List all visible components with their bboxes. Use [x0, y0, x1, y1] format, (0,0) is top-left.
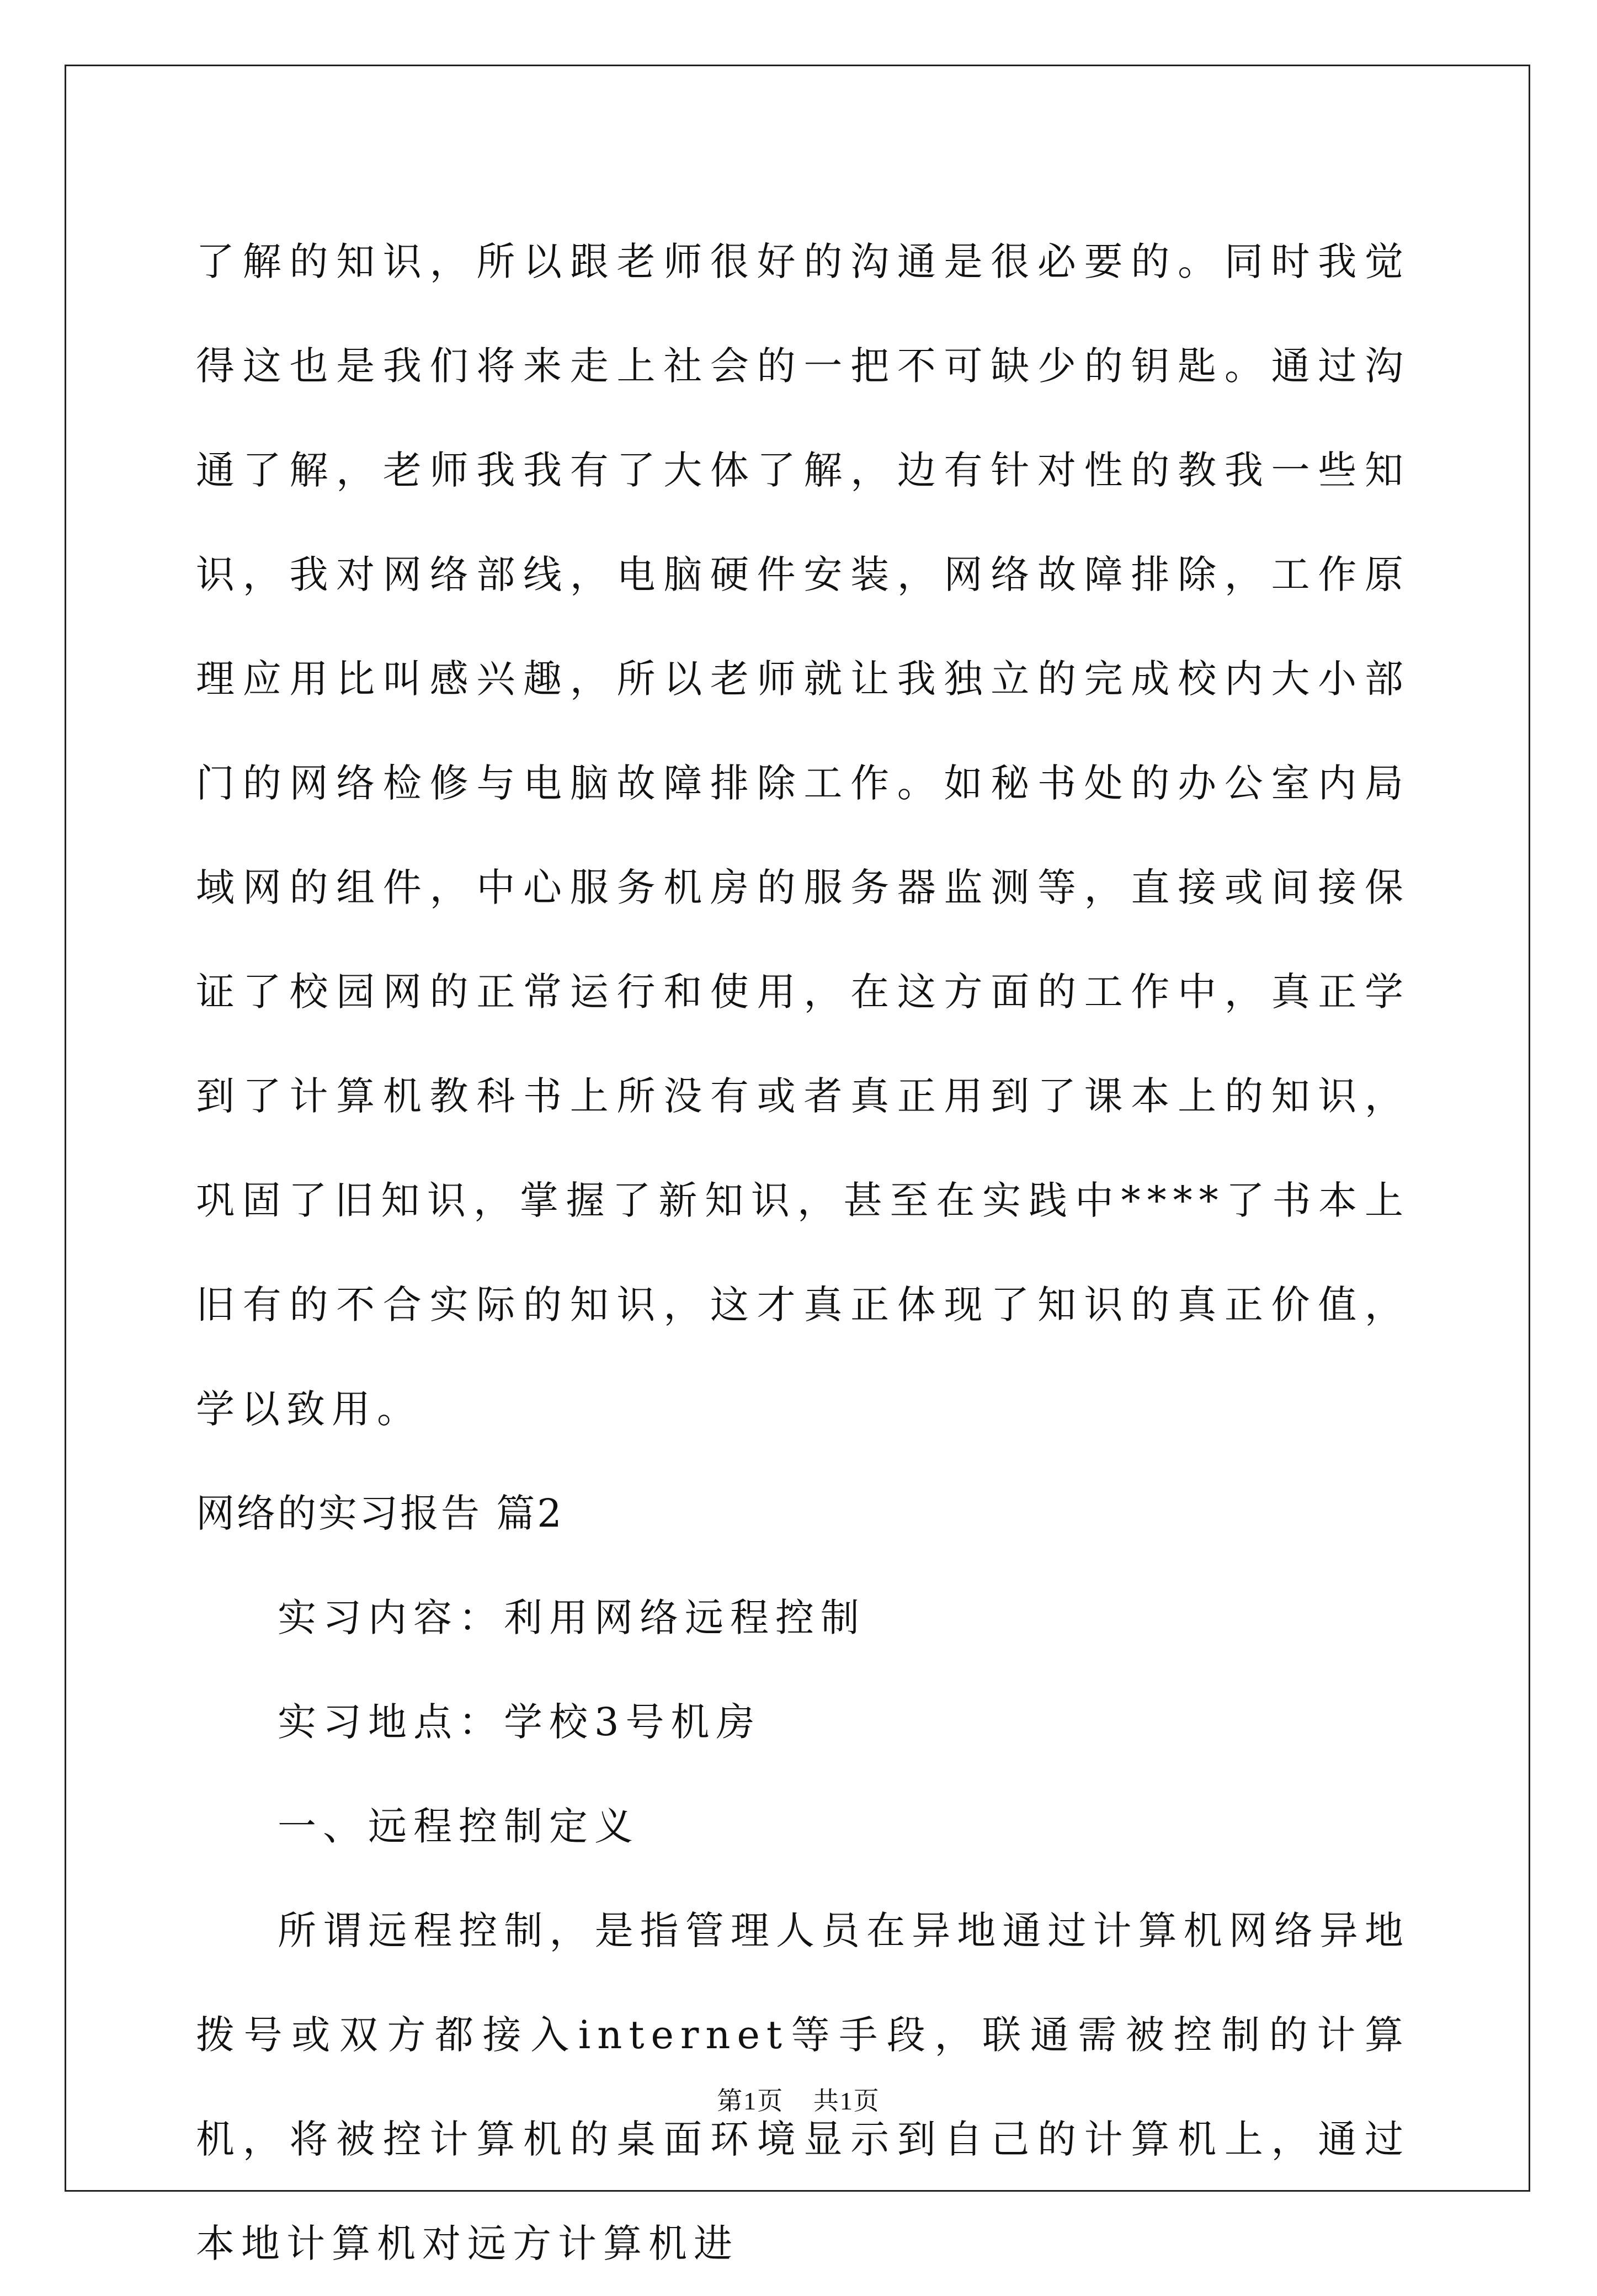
- page-number: 第1页: [717, 2087, 784, 2115]
- paragraph-internship-content: 实习内容：利用网络远程控制: [278, 1595, 866, 1640]
- paragraph-continued: 了解的知识，所以跟老师很好的沟通是很必要的。同时我觉得这也是我们将来走上社会的一把不可缺少的钥匙。通过沟通了解，老师我我有了大体了解，边有针对性的教我一些知识，我对网络部线，电脑硬件安装，网络故障排除，工作原理应用比叫感兴趣，所以老师就让我独立的完成校内大小部门的网络检修与电脑故障排除工作。如秘书处的办公室内局域网的组件，中心服务机房的服务器监测等，直接或间接保证了校园网的正常运行和使用，在这方面的工作中，真正学到了计算机教科书上所没有或者真正用到了课本上的知识，巩固了旧知识，掌握了新知识，甚至在实践中****了书本上旧有的不合实际的知识，这才真正体现了知识的真正价值，学以致用。: [196, 239, 1410, 1432]
- page-footer: [0, 2081, 1597, 2117]
- paragraph-subheading-definition: 一、远程控制定义: [278, 1804, 640, 1849]
- page-total: 共1页: [813, 2087, 880, 2115]
- section-heading: 网络的实习报告 篇2: [196, 1491, 564, 1536]
- document-body: [196, 210, 1410, 2296]
- paragraph-remote-control-definition: 所谓远程控制，是指管理人员在异地通过计算机网络异地拨号或双方都接入internet等手段，联通需被控制的计算机，将被控计算机的桌面环境显示到自己的计算机上，通过本地计算机对远方计算机进: [196, 1908, 1410, 2266]
- paragraph-internship-location: 实习地点：学校3号机房: [278, 1699, 762, 1745]
